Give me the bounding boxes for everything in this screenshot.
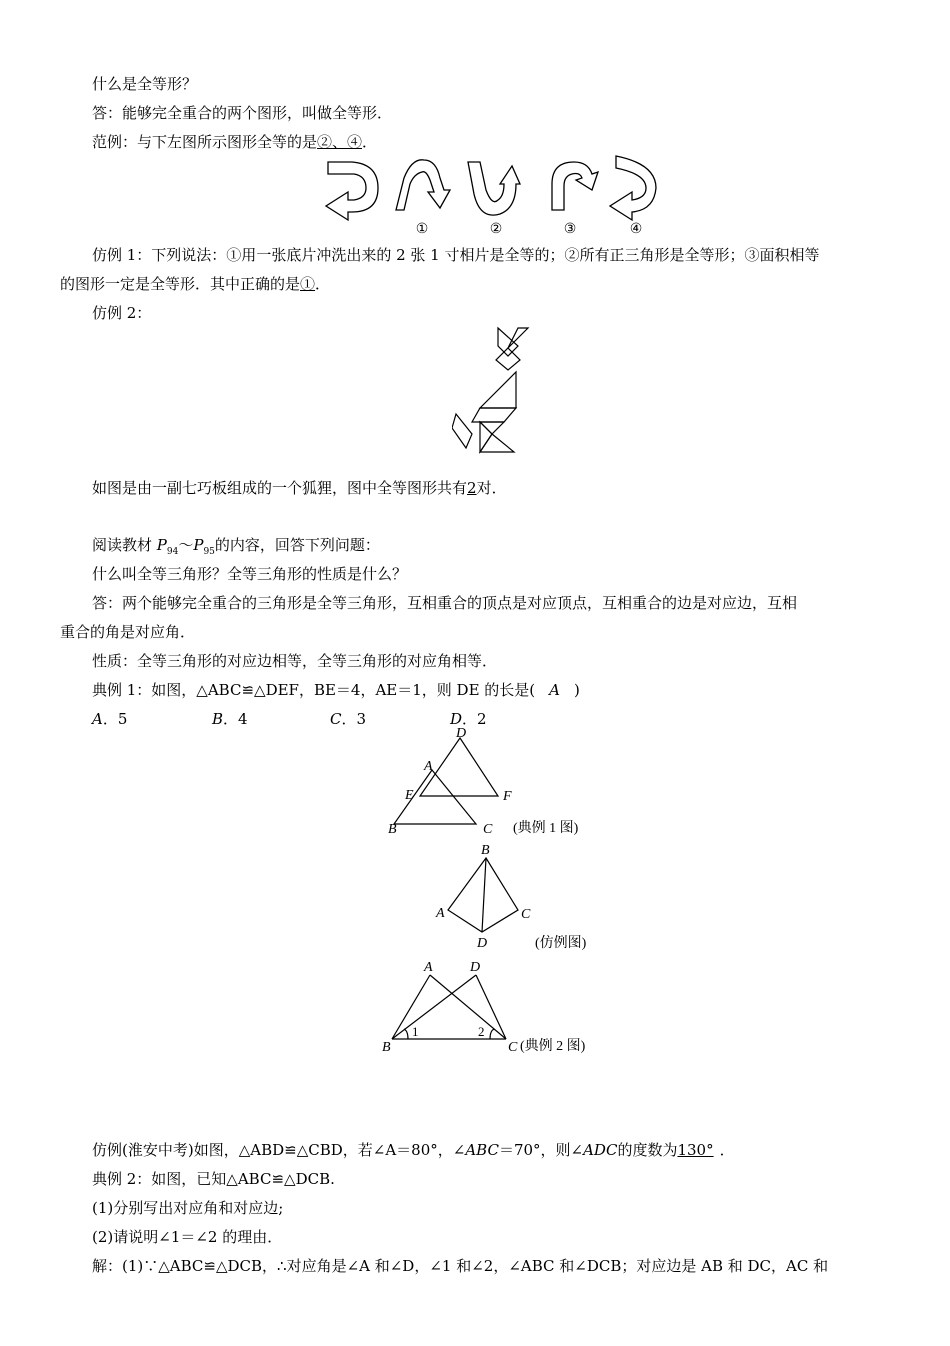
point-d-label: D: [470, 960, 481, 975]
shape-label-4: ④: [629, 222, 643, 237]
page-ref-start: P: [156, 536, 167, 554]
page-ref-start-number: 94: [166, 547, 179, 557]
point-c-label: C: [483, 822, 493, 837]
imitation-1-prefix: 的图形一定是全等形．其中正确的是: [60, 275, 301, 293]
huaian-prefix: 仿例(淮安中考)如图，△ABD≌△CBD，若∠A＝80°，∠: [92, 1141, 466, 1159]
option-c: [330, 709, 366, 729]
example-answer: ②、④: [317, 133, 363, 151]
point-b-label: B: [388, 822, 397, 837]
original-arrow-shape: [326, 162, 378, 220]
reading-instruction: [92, 535, 380, 562]
imitation-figure-caption: (仿例图): [535, 936, 587, 951]
typical-example-1-answer: A: [549, 681, 560, 699]
reading-suffix: 的内容，回答下列问题：: [214, 536, 380, 554]
typical-example-2-solution: 解：(1)∵△ABC≌△DCB，∴对应角是∠A 和∠D，∠1 和∠2，∠ABC 和∠DCB；对应边是 AB 和 DC，AC 和: [92, 1257, 829, 1275]
shape-label-1: ①: [415, 222, 429, 237]
point-b-label: B: [481, 843, 490, 858]
option-a-letter: A: [92, 710, 103, 728]
arrow-shapes-figure: [320, 150, 700, 240]
typical-example-1-question: [92, 680, 580, 700]
imitation-2-label: 仿例 2：: [92, 304, 152, 322]
option-b-value: ．4: [223, 710, 248, 728]
question-what-is-congruent: 什么是全等形？: [92, 75, 198, 93]
property-statement: 性质：全等三角形的对应边相等，全等三角形的对应角相等．: [92, 652, 498, 670]
typical-example-2-figure: [378, 955, 618, 1055]
typical-example-2-q2: (2)请说明∠1＝∠2 的理由．: [92, 1228, 283, 1246]
point-a-label: A: [436, 906, 445, 921]
option-d-letter: D: [450, 710, 463, 728]
angle-abc: ABC: [465, 1141, 499, 1159]
typical-example-1-close: ): [574, 681, 580, 699]
reading-prefix: 阅读教材: [92, 536, 157, 554]
point-b-label: B: [382, 1040, 391, 1055]
imitation-figure: [430, 840, 630, 955]
typical-example-1-text: 典例 1：如图，△ABC≌△DEF，BE＝4，AE＝1，则 DE 的长是(: [92, 681, 536, 699]
option-a-value: ．5: [102, 710, 128, 728]
question-congruent-triangle: 什么叫全等三角形？全等三角形的性质是什么？: [92, 565, 408, 583]
huaian-suffix: ．: [719, 1141, 735, 1159]
point-a-label: A: [424, 960, 433, 975]
page-ref-end-number: 95: [203, 547, 215, 557]
imitation-1-suffix: ．: [315, 275, 331, 293]
option-c-letter: C: [330, 710, 342, 728]
point-d-label: D: [477, 936, 488, 951]
point-f-label: F: [503, 789, 512, 804]
range-tilde: ～: [178, 536, 194, 554]
typical-example-2-title: 典例 2：如图，已知△ABC≌△DCB.: [92, 1170, 335, 1188]
tangram-fox-figure: [452, 324, 532, 454]
imitation-1-line1: 仿例 1：下列说法：①用一张底片冲洗出来的 2 张 1 寸相片是全等的；②所有正三角形是全等形；③面积相等: [92, 246, 820, 264]
example-suffix: ．: [362, 133, 378, 151]
point-c-label: C: [508, 1040, 518, 1055]
angle-2-label: 2: [478, 1024, 485, 1039]
option-b: [212, 709, 248, 729]
arrow-shape-2: [468, 162, 520, 215]
shape-label-2: ②: [489, 222, 503, 237]
answer-congruent-triangle-line1: 答：两个能够完全重合的三角形是全等三角形，互相重合的顶点是对应顶点，互相重合的边是对应边，互相: [92, 594, 798, 612]
point-e-label: E: [405, 788, 414, 803]
fox-question: [92, 478, 507, 498]
option-d-value: ．2: [462, 710, 487, 728]
figure-2-caption: (典例 2 图): [520, 1039, 586, 1054]
huaian-mid2: 的度数为: [617, 1141, 678, 1159]
option-b-letter: B: [212, 710, 224, 728]
typical-example-1-figure: [380, 726, 620, 841]
imitation-huaian-question: [92, 1140, 735, 1160]
point-d-label: D: [456, 726, 467, 741]
arrow-shape-3: [552, 162, 598, 210]
imitation-1-line2: [60, 274, 330, 294]
huaian-answer: 130°: [677, 1141, 714, 1159]
imitation-1-answer: ①: [300, 275, 316, 293]
arrow-shape-1: [396, 160, 450, 210]
answer-congruent-definition: 答：能够完全重合的两个图形，叫做全等形．: [92, 104, 393, 122]
figure-1-caption: (典例 1 图): [513, 821, 579, 836]
option-c-value: ．3: [341, 710, 367, 728]
option-a: [92, 709, 127, 729]
point-c-label: C: [521, 907, 531, 922]
angle-adc: ADC: [583, 1141, 618, 1159]
fox-prefix: 如图是由一副七巧板组成的一个狐狸，图中全等图形共有: [92, 479, 468, 497]
fox-answer: 2: [467, 479, 477, 497]
shape-label-3: ③: [563, 222, 577, 237]
page-ref-end: P: [193, 536, 204, 554]
point-a-label: A: [424, 759, 433, 774]
example-prefix: 范例：与下左图所示图形全等的是: [92, 133, 318, 151]
answer-congruent-triangle-line2: 重合的角是对应角．: [60, 623, 196, 641]
angle-1-label: 1: [412, 1024, 419, 1039]
fox-suffix: 对．: [476, 479, 507, 497]
typical-example-2-q1: (1)分别写出对应角和对应边;: [92, 1199, 284, 1217]
huaian-mid: ＝70°，则∠: [498, 1141, 584, 1159]
example-question: [92, 132, 377, 152]
arrow-shape-4: [610, 156, 656, 220]
